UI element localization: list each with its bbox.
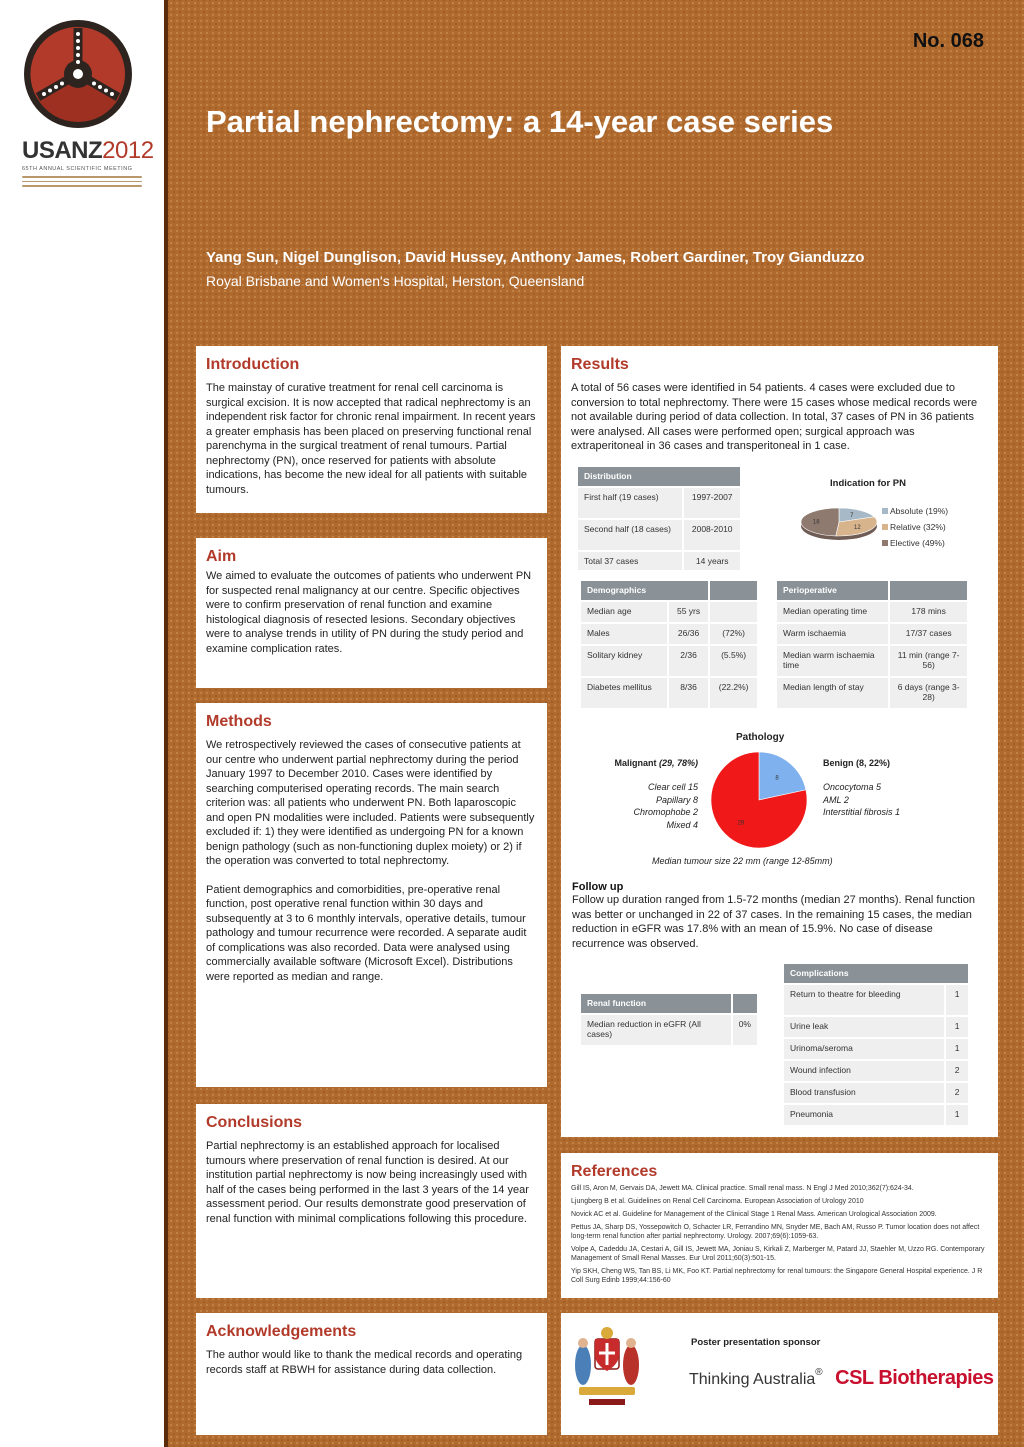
results-text: A total of 56 cases were identified in 54 patients. 4 cases were excluded due to conversion to total nephrectomy. There were 15 cases whose medical records were not available during period of data collection. In total, 37 cases of PN in 36 patients were analysed. All cases were performed open; surgical approach was extraperitoneal in 36 cases and transperitoneal in 1 case. — [571, 382, 978, 452]
legend-label: Elective (49%) — [890, 538, 945, 548]
pathology-pie — [709, 750, 809, 850]
perioperative-table — [775, 579, 969, 710]
table-row: Urinoma/seroma 1 — [784, 1039, 968, 1059]
benign-label: Benign (8, 22%) — [823, 758, 891, 768]
acknowledgements-panel — [196, 1313, 547, 1435]
reference-item: Ljungberg B et al. Guidelines on Renal Cell Carcinoma. European Association of Urology 2010 — [571, 1198, 864, 1205]
perioperative-header: Perioperative — [777, 581, 888, 600]
aim-panel — [196, 538, 547, 688]
conclusions-text: Partial nephrectomy is an established approach for localised tumours where preservation of renal function is desired. At our institution partial nephrectomy is now being increasingly used with half of the cases being performed in the last 3 years of the 14 year assessment period. Our results demonstrate good preservation of renal function with minimal complications following this procedure. — [206, 1140, 529, 1225]
distribution-header: Distribution — [578, 467, 740, 486]
followup-heading: Follow up — [572, 881, 624, 893]
reference-item: Pettus JA, Sharp DS, Yossepowitch O, Schacter LR, Ferrandino MN, Snyder ME, Bach AM, Russo P. Tumor location does not affect long-term renal function after partial nephrectomy. Urology. 2007;69(6):1059-63. — [571, 1224, 980, 1240]
indication-pie — [794, 500, 884, 550]
logo-subtitle: 65TH ANNUAL SCIENTIFIC MEETING — [22, 166, 133, 172]
table-row: Wound infection 2 — [784, 1061, 968, 1081]
poster-title: Partial nephrectomy: a 14-year case series — [206, 104, 834, 139]
table-row: Warm ischaemia 17/37 cases — [777, 624, 967, 644]
conclusions-panel — [196, 1104, 547, 1298]
introduction-text: The mainstay of curative treatment for renal cell carcinoma is surgical excision. It is now accepted that radical nephrectomy is an independent risk factor for chronic renal impairment. In recent years a greater emphasis has been placed on preserving functional renal parenchyma in the surgical treatment of renal tumours. Partial nephrectomy (PN), once reserved for patients with absolute indications, has become the new ideal for all patients with suitable tumours. — [206, 382, 536, 496]
malignant-label: Malignant (29, 78%) — [614, 758, 698, 768]
legend-label: Absolute (19%) — [890, 506, 949, 516]
table-row: Urine leak 1 — [784, 1017, 968, 1037]
introduction-heading: Introduction — [206, 356, 300, 373]
renal-function-header: Renal function — [581, 994, 731, 1013]
sponsor-panel — [561, 1313, 998, 1435]
reference-item: Volpe A, Cadeddu JA, Cestari A, Gill IS, Jewett MA, Joniau S, Kirkali Z, Marberger M, Patard JJ, Staehler M, Uzzo RG. Contemporary Management of Small Renal Masses. Eur Urol 2011;60(3):501-15. — [571, 1246, 985, 1262]
distribution-table — [576, 465, 742, 572]
methods-panel — [196, 703, 547, 1087]
legend-entry — [882, 538, 948, 548]
usanz-logo — [22, 18, 154, 190]
table-row: Median operating time 178 mins — [777, 602, 967, 622]
pathology-chart — [580, 728, 980, 874]
table-row: Pneumonia 1 — [784, 1105, 968, 1125]
sidebar-rule — [164, 0, 168, 1447]
renal-function-table — [579, 992, 759, 1047]
logo-wordmark: USANZ2012 — [22, 137, 154, 164]
acknowledgements-heading: Acknowledgements — [206, 1323, 357, 1340]
malignant-list: Clear cell 15 Papillary 8 Chromophobe 2 Mixed 4 — [633, 782, 698, 830]
demographics-header: Demographics — [581, 581, 708, 600]
legend-swatch — [882, 540, 888, 546]
acknowledgements-text: The author would like to thank the medical records and operating records staff at RBWH for assistance during data collection. — [206, 1349, 523, 1376]
table-row: Median reduction in eGFR (All cases) 0% — [581, 1015, 757, 1045]
references-list — [571, 1184, 988, 1285]
indication-chart — [790, 476, 990, 556]
methods-text-1: We retrospectively reviewed the cases of consecutive patients at our centre who underwent partial nephrectomy during the period January 1997 to December 2010. Cases were identified by searching computerised operating records. The main search criterion was: all patients who underwent PN. Both laparoscopic and open PN modalities were included. Patients were subsequently excluded if: 1) they were identified as undergoing PN for a known benign pathology (such as non-functioning duplex moiety) or 2) if the operation was converted to total nephrectomy. — [206, 739, 535, 867]
complications-header: Complications — [784, 964, 968, 983]
poster-number: No. 068 — [912, 30, 984, 52]
followup-section — [572, 881, 987, 951]
demographics-table — [579, 579, 759, 710]
sponsor-brand: CSL Biotherapies — [835, 1367, 994, 1389]
results-heading: Results — [571, 356, 629, 373]
table-row: First half (19 cases) 1997-2007 — [578, 488, 740, 518]
table-row: Total 37 cases 14 years — [578, 552, 740, 571]
coat-of-arms-icon — [571, 1325, 643, 1411]
legend-swatch — [882, 524, 888, 530]
indication-chart-title: Indication for PN — [830, 478, 906, 489]
reference-item: Novick AC et al. Guideline for Management of the Clinical Stage 1 Renal Mass. American Urological Association 2009. — [571, 1211, 937, 1218]
sponsor-tagline: Thinking Australia — [689, 1371, 816, 1388]
benign-list: Oncocytoma 5 AML 2 Interstitial fibrosis 1 — [823, 782, 901, 817]
legend-label: Relative (32%) — [890, 522, 946, 532]
legend-entry — [882, 506, 948, 516]
references-heading: References — [571, 1163, 658, 1180]
usanz-emblem-icon — [22, 18, 134, 130]
trademark-symbol: ® — [815, 1367, 823, 1378]
pie-data-label: 7 — [850, 513, 854, 520]
table-row: Median warm ischaemia time 11 min (range 7-56) — [777, 646, 967, 676]
table-row: Second half (18 cases) 2008-2010 — [578, 520, 740, 550]
logo-lines — [22, 176, 142, 187]
table-row: Median length of stay 6 days (range 3-28) — [777, 678, 967, 708]
table-row: Diabetes mellitus 8/36 (22.2%) — [581, 678, 757, 708]
followup-text: Follow up duration ranged from 1.5-72 months (median 27 months). Renal function was better or unchanged in 22 of 37 cases. In the remaining 15 cases, the median reduction in eGFR was 17.8% with an mean of 15.9%. No case of disease recurrence was observed. — [572, 894, 975, 950]
pie-data-label: 18 — [812, 519, 820, 526]
sponsor-label: Poster presentation sponsor — [691, 1337, 821, 1348]
methods-heading: Methods — [206, 713, 272, 730]
authors: Yang Sun, Nigel Dunglison, David Hussey, Anthony James, Robert Gardiner, Troy Gianduzzo — [206, 249, 865, 266]
methods-text-2: Patient demographics and comorbidities, pre-operative renal function, post operative renal function within 30 days and subsequently at 3 to 6 monthly intervals, operative details, tumour pathology and tumour recurrence were recorded. A separate audit of complications was also recorded. Data were analysed using commercially available software (Microsoft Excel). Distributions were reported as median and range. — [206, 883, 527, 983]
csl-logo — [689, 1367, 993, 1390]
table-row: Median age 55 yrs — [581, 602, 757, 622]
sidebar — [0, 0, 164, 1447]
table-row: Males 26/36 (72%) — [581, 624, 757, 644]
table-row: Solitary kidney 2/36 (5.5%) — [581, 646, 757, 676]
pathology-chart-title: Pathology — [736, 732, 785, 743]
affiliation: Royal Brisbane and Women's Hospital, Herston, Queensland — [206, 273, 585, 289]
table-row: Blood transfusion 2 — [784, 1083, 968, 1103]
pie-data-label: 12 — [853, 524, 861, 531]
pie-data-label: 29 — [737, 820, 745, 827]
conclusions-heading: Conclusions — [206, 1114, 303, 1131]
pie-data-label: 8 — [775, 775, 779, 782]
introduction-panel — [196, 346, 547, 513]
indication-legend — [882, 506, 948, 554]
legend-swatch — [882, 508, 888, 514]
aim-heading: Aim — [206, 548, 237, 565]
reference-item: Gill IS, Aron M, Gervais DA, Jewett MA. Clinical practice. Small renal mass. N Engl J Med 2010;362(7):624-34. — [571, 1185, 914, 1192]
aim-text: We aimed to evaluate the outcomes of patients who underwent PN for suspected renal malignancy at our centre. Specific objectives were to confirm preservation of renal function and examine histological diagnosis of resected lesions. Secondary objectives were to analyse trends in utility of PN during the study period and examine complication rates. — [206, 570, 532, 655]
table-row: Return to theatre for bleeding 1 — [784, 985, 968, 1015]
legend-entry — [882, 522, 948, 532]
complications-table — [782, 962, 970, 1127]
pathology-caption: Median tumour size 22 mm (range 12-85mm) — [652, 856, 833, 866]
references-panel — [561, 1153, 998, 1298]
reference-item: Yip SKH, Cheng WS, Tan BS, Li MK, Foo KT. Partial nephrectomy for renal tumours: the Singapore General Hospital experience. J R Coll Surg Edinb 1999;44:156-60 — [571, 1268, 983, 1284]
